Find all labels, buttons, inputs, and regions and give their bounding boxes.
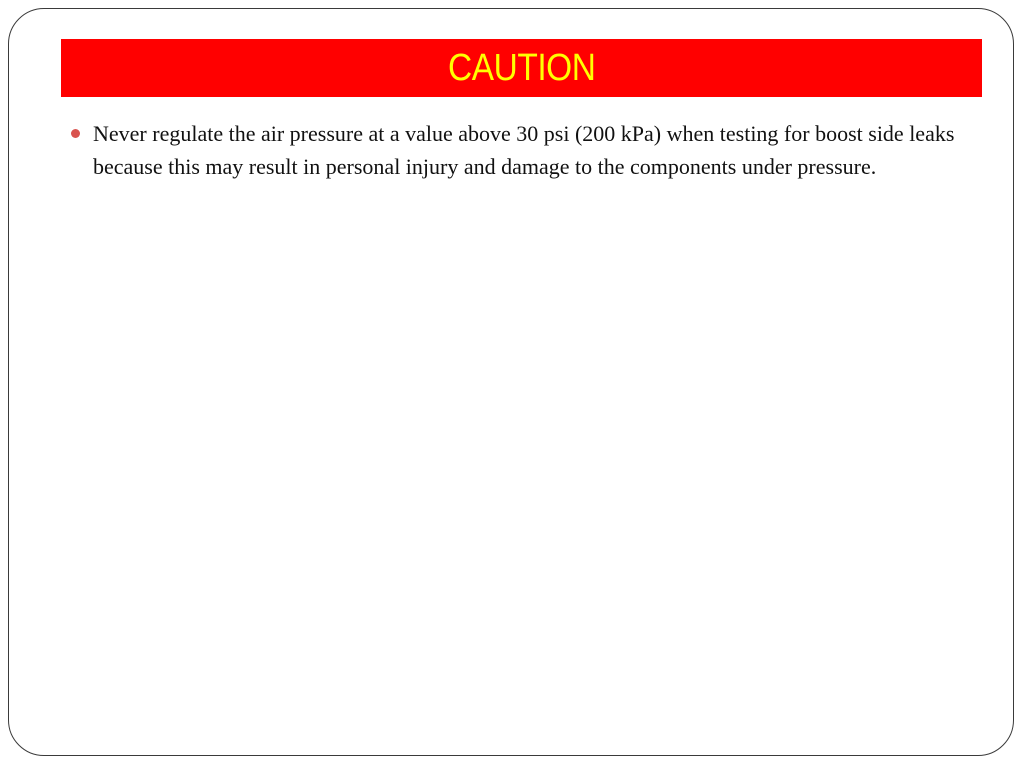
slide-content [71, 117, 971, 183]
bullet-item [71, 117, 971, 183]
bullet-icon [71, 129, 80, 138]
caution-banner [61, 39, 982, 97]
bullet-text: Never regulate the air pressure at a value above 30 psi (200 kPa) when testing for boost side leaks because this may result in personal injury and damage to the components under pressure. [93, 121, 955, 179]
slide-title: CAUTION [447, 47, 596, 89]
slide-frame [8, 8, 1014, 756]
